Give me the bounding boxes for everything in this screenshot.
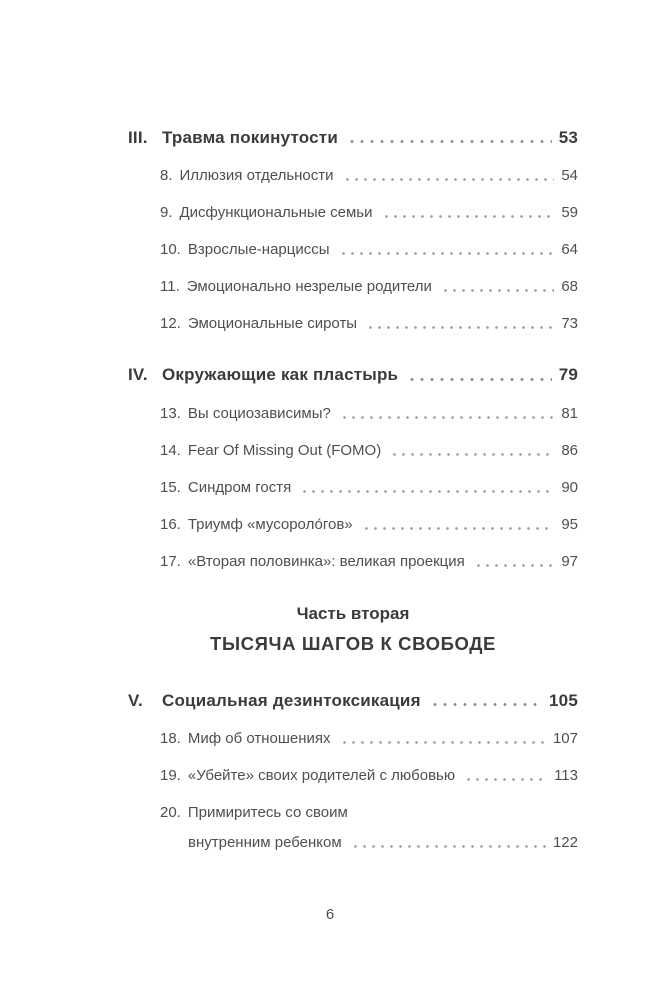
toc-item-entry [128, 204, 578, 222]
toc-section-page: 79 [558, 365, 578, 385]
toc-item-entry [128, 442, 578, 460]
toc-item-entry [128, 553, 578, 571]
toc-item-number: 13. [160, 404, 181, 422]
toc-item-number: 19. [160, 767, 181, 785]
toc-item-number: 18. [160, 730, 181, 748]
toc-item-title: Эмоционально незрелые родители [186, 278, 432, 296]
toc-section-title: Травма покинутости [162, 128, 338, 147]
toc-item-number: 12. [160, 315, 181, 333]
dot-leader [351, 845, 546, 848]
toc-item-page: 113 [554, 767, 578, 785]
toc-item-entry [128, 405, 578, 423]
part-divider [128, 604, 578, 655]
toc-item-number: 10. [160, 241, 181, 259]
toc-item-title: Иллюзия отдельности [179, 167, 334, 185]
toc-item-number: 20. [160, 804, 181, 822]
toc-item-title: Эмоциональные сироты [187, 315, 358, 333]
dot-leader [366, 326, 554, 329]
dot-leader [340, 416, 554, 419]
toc-item-page: 122 [552, 834, 578, 852]
toc-section-entry [128, 691, 578, 711]
toc-item-entry [128, 516, 578, 534]
toc-item-number: 11. [160, 278, 180, 296]
toc-item-entry [128, 315, 578, 333]
dot-leader [430, 703, 542, 706]
toc-item-number: 16. [160, 515, 181, 533]
toc-item-title: Вы социозависимы? [187, 404, 331, 422]
toc-item-page: 59 [561, 204, 578, 222]
page-footer [0, 906, 660, 1001]
toc-item-title: Синдром гостя [187, 478, 292, 496]
toc-item-number: 8. [160, 167, 173, 185]
toc-item-page: 95 [561, 515, 578, 533]
toc-item-number: 17. [160, 552, 181, 570]
toc-section-title: Социальная дезинтоксикация [162, 690, 421, 710]
part-name: Часть вторая [296, 603, 410, 623]
toc-item-page: 86 [561, 441, 578, 459]
toc-item-entry [128, 730, 578, 748]
toc-item-entry [128, 241, 578, 259]
toc-item-page: 107 [552, 730, 578, 748]
dot-leader [347, 140, 552, 143]
toc-item-title: «Убейте» своих родителей с любовью [187, 767, 456, 785]
dot-leader [407, 378, 551, 381]
toc-item-number: 15. [160, 478, 181, 496]
toc-section-numeral: IV. [128, 365, 148, 385]
dot-leader [382, 215, 555, 218]
toc-item-page: 54 [561, 167, 578, 185]
toc-item-number: 14. [160, 441, 181, 459]
page-number: 6 [325, 906, 335, 923]
toc-item-entry [128, 767, 578, 785]
dot-leader [474, 564, 555, 567]
dot-leader [464, 778, 547, 781]
toc-section-numeral: V. [128, 690, 143, 710]
toc-section-title: Окружающие как пластырь [162, 365, 399, 385]
toc-item-entry [128, 278, 578, 296]
toc-item-title-wrap: внутренним ребенком [188, 834, 342, 852]
part-title: ТЫСЯЧА ШАГОВ К СВОБОДЕ [210, 632, 496, 654]
toc-item-title: Триумф «мусороло́гов» [187, 515, 353, 533]
toc-item-entry [128, 479, 578, 497]
dot-leader [343, 178, 555, 181]
toc-item-entry-continuation [128, 834, 578, 852]
toc-item-title: Миф об отношениях [187, 730, 331, 748]
toc-item-page: 97 [561, 552, 578, 570]
toc-item-title: Взрослые-нарциссы [187, 241, 330, 259]
toc-item-entry [128, 167, 578, 185]
toc-item-title: Примиритесь со своим [187, 804, 348, 822]
toc-item-page: 90 [561, 478, 578, 496]
toc-section-page: 53 [558, 128, 578, 147]
toc-item-entry [128, 804, 578, 822]
toc-item-page: 73 [561, 315, 578, 333]
toc-item-number: 9. [160, 204, 173, 222]
toc-item-title: «Вторая половинка»: великая проекция [187, 552, 465, 570]
toc-section-numeral: III. [128, 128, 148, 147]
dot-leader [390, 453, 554, 456]
dot-leader [340, 741, 546, 744]
toc-section-page: 105 [549, 690, 578, 710]
toc-item-title: Fear Of Missing Out (FOMO) [187, 441, 382, 459]
toc-section-entry [128, 365, 578, 385]
toc-item-page: 81 [561, 404, 578, 422]
toc-section-entry [128, 128, 578, 148]
toc-item-page: 64 [561, 241, 578, 259]
dot-leader [441, 289, 554, 292]
toc-item-title: Дисфункциональные семьи [179, 204, 373, 222]
dot-leader [362, 527, 555, 530]
toc-item-page: 68 [561, 278, 578, 296]
dot-leader [339, 252, 555, 255]
dot-leader [300, 490, 554, 493]
